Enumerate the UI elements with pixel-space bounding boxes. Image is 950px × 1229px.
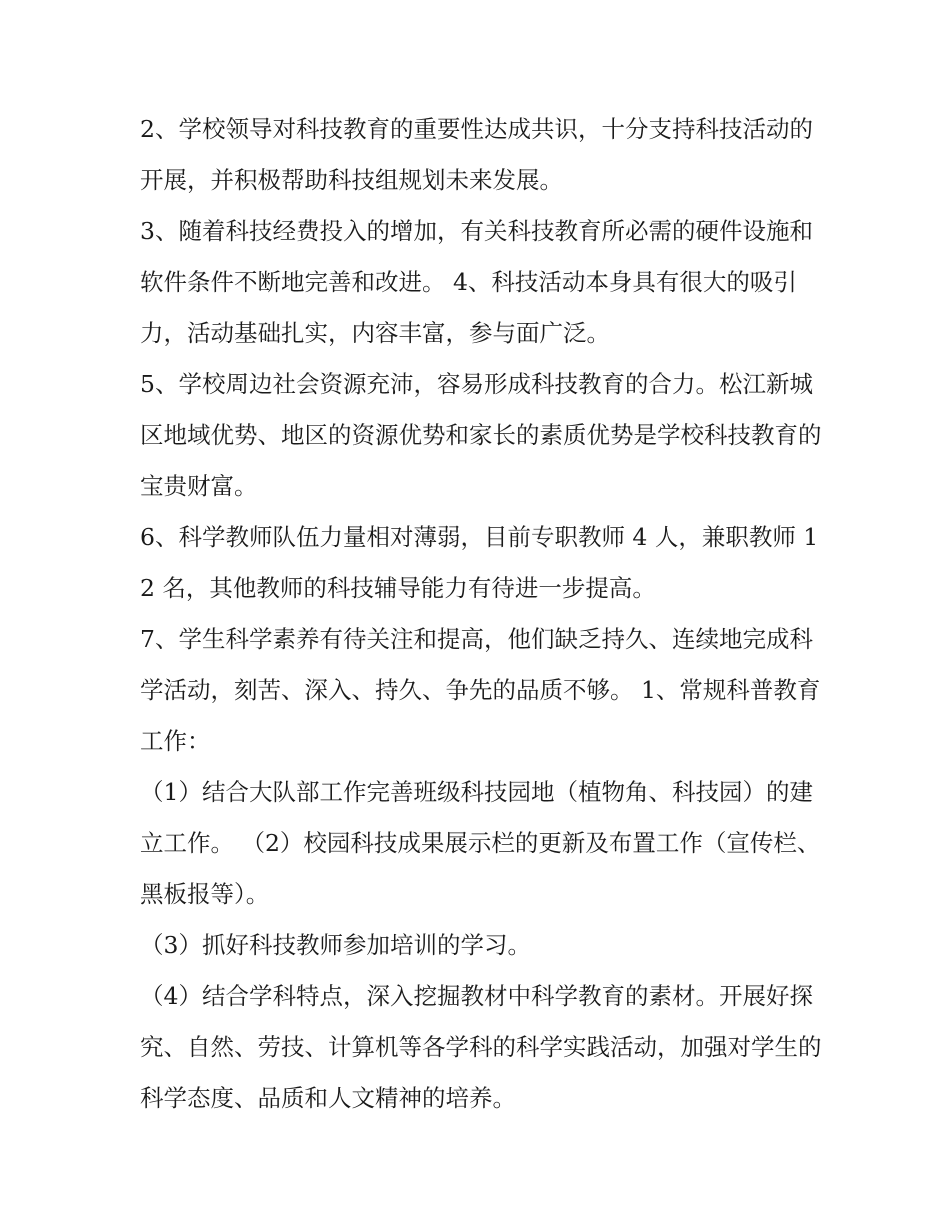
paragraph-3: 5、学校周边社会资源充沛，容易形成科技教育的合力。松江新城区地域优势、地区的资源优势和家长的素质优势是学校科技教育的宝贵财富。: [140, 370, 822, 500]
paragraph-1: 2、学校领导对科技教育的重要性达成共识，十分支持科技活动的开展，并积极帮助科技组规划未来发展。: [140, 115, 813, 194]
paragraph-5: 7、学生科学素养有待关注和提高，他们缺乏持久、连续地完成科学活动，刻苦、深入、持久、争先的品质不够。 1、常规科普教育工作：: [140, 625, 821, 755]
paragraph-7: （3）抓好科技教师参加培训的学习。: [140, 931, 531, 959]
paragraph-8: （4）结合学科特点，深入挖掘教材中科学教育的素材。开展好探究、自然、劳技、计算机等各学科的科学实践活动，加强对学生的科学态度、品质和人文精神的培养。: [140, 982, 822, 1112]
paragraph-2: 3、随着科技经费投入的增加，有关科技教育所必需的硬件设施和软件条件不断地完善和改进。 4、科技活动本身具有很大的吸引力，活动基础扎实，内容丰富，参与面广泛。: [140, 217, 813, 347]
paragraph-6: （1）结合大队部工作完善班级科技园地（植物角、科技园）的建立工作。 （2）校园科技成果展示栏的更新及布置工作（宣传栏、黑板报等）。: [140, 778, 821, 908]
paragraph-4: 6、科学教师队伍力量相对薄弱，目前专职教师 4 人，兼职教师 12 名，其他教师的科技辅导能力有待进一步提高。: [140, 523, 819, 602]
document-body: [140, 104, 830, 1124]
